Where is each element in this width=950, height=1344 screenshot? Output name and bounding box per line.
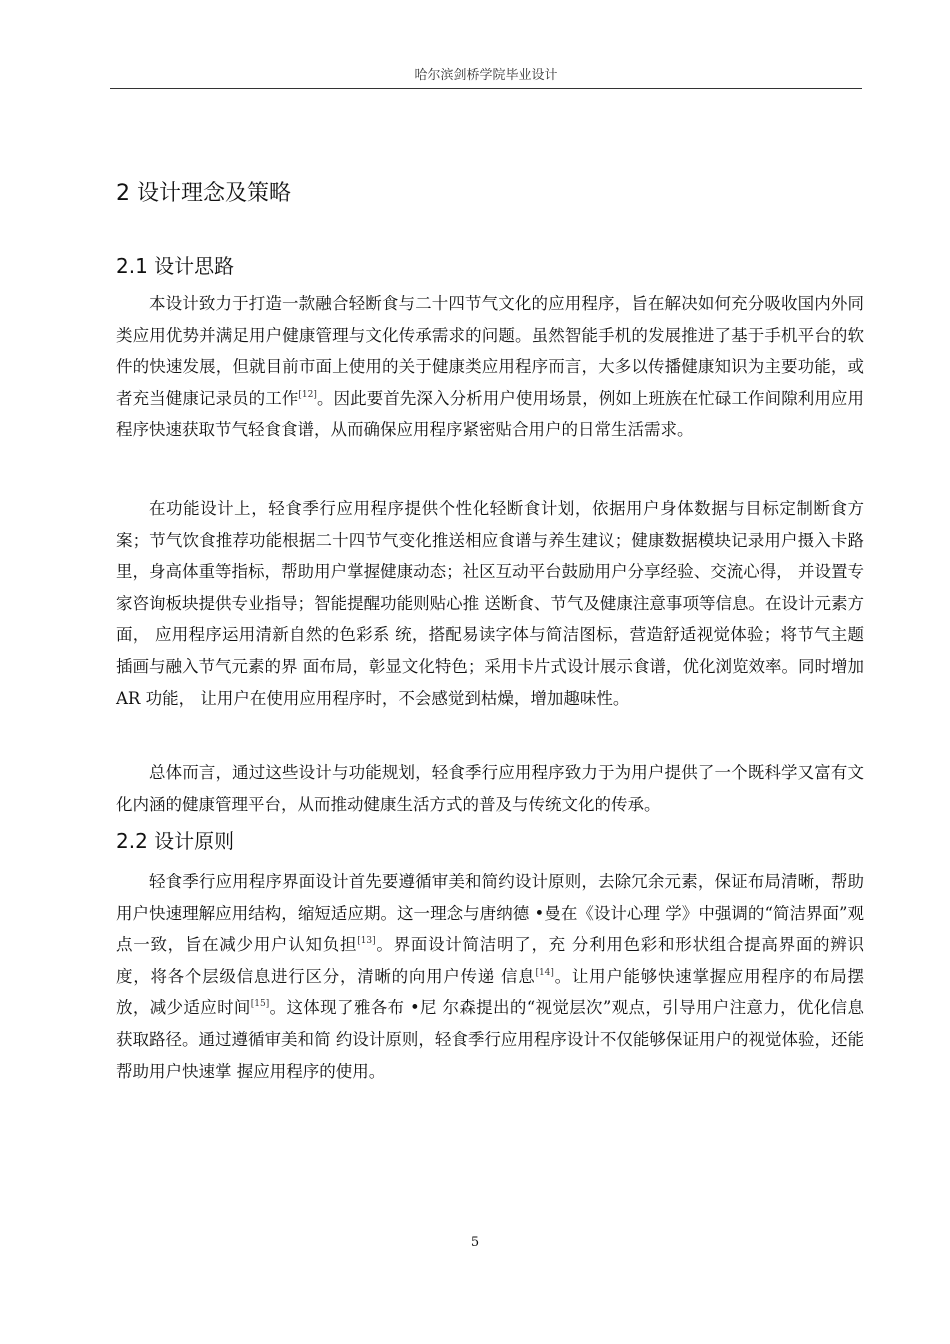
paragraph-design-approach-3: 总体而言，通过这些设计与功能规划，轻食季行应用程序致力于为用户提供了一个既科学又富有文化内涵的健康管理平台，从而推动健康生活方式的普及与传统文化的传承。	[116, 763, 864, 814]
paragraph-text: 。让用户能够快速掌握应用程序的布局摆放，减少适应时间	[116, 966, 865, 1018]
section-title-2-2: 2.2 设计原则	[116, 829, 235, 853]
section-title-2-1: 2.1 设计思路	[116, 254, 235, 278]
paragraph-text: 。界面设计简洁明了，充 分利用色彩和形状组合提高界面的辨识度，将各个层级信息进行区分，清晰的向用户传递 信息	[116, 935, 865, 986]
chapter-title: 2 设计理念及策略	[116, 181, 291, 206]
paragraph-text: 本设计致力于打造一款融合轻断食与二十四节气文化的应用程序，旨在解决如何充分吸收国内外同类应用优势并满足用户健康管理与文化传承需求的问题。虽然智能手机的发展推进了基于手机平台的软件的快速发展，但就目前市面上使用的关于健康类应用程序而言，大多以传播健康知识为主要功能，或者充当健康记录员的工作	[116, 294, 864, 408]
citation-ref: [12]	[298, 389, 317, 400]
paragraph-text: 。这体现了雅各布 •尼 尔森提出的“视觉层次”观点，引导用户注意力，优化信息获取路径。通过遵循审美和简 约设计原则，轻食季行应用程序设计不仅能够保证用户的视觉体验，还能帮助用户快速掌 握应用程序的使用。	[116, 998, 865, 1081]
paragraph-text: 。因此要首先深入分析用户使用场景，例如上班族在忙碌工作间隙利用应用程序快速获取节气轻食食谱，从而确保应用程序紧密贴合用户的日常生活需求。	[116, 388, 865, 440]
citation-ref: [13]	[357, 936, 376, 947]
header-divider	[110, 88, 862, 89]
paragraph-design-approach-2: 在功能设计上，轻食季行应用程序提供个性化轻断食计划，依据用户身体数据与目标定制断食方案；节气饮食推荐功能根据二十四节气变化推送相应食谱与养生建议；健康数据模块记录用户摄入卡路里，身高体重等指标，帮助用户掌握健康动态；社区互动平台鼓励用户分享经验、交流心得， 并设置专家咨询板块提供专业指导；智能提醒功能则贴心推 送断食、节气及健康注意事项等信息。在设计元素方面， 应用程序运用清新自然的色彩系 统，搭配易读字体与简洁图标，营造舒适视觉体验；将节气主题插画与融入节气元素的界 面布局，彰显文化特色；采用卡片式设计展示食谱，优化浏览效率。同时增加AR 功能， 让用户在使用应用程序时，不会感觉到枯燥，增加趣味性。	[116, 499, 864, 708]
paragraph-design-principles	[116, 866, 864, 1087]
running-header: 哈尔滨剑桥学院毕业设计	[414, 68, 558, 83]
page-number: 5	[470, 1235, 480, 1250]
citation-ref: [15]	[250, 999, 270, 1010]
paragraph-text: 轻食季行应用程序界面设计首先要遵循审美和简约设计原则，去除冗余元素，保证布局清晰，帮助用户快速理解应用结构，缩短适应期。这一理念与唐纳德 •曼在《设计心理 学》中强调的“简洁界面”观点一致，旨在减少用户认知负担	[116, 872, 864, 955]
paragraph-design-approach-1	[116, 288, 864, 446]
citation-ref: [14]	[535, 967, 554, 978]
